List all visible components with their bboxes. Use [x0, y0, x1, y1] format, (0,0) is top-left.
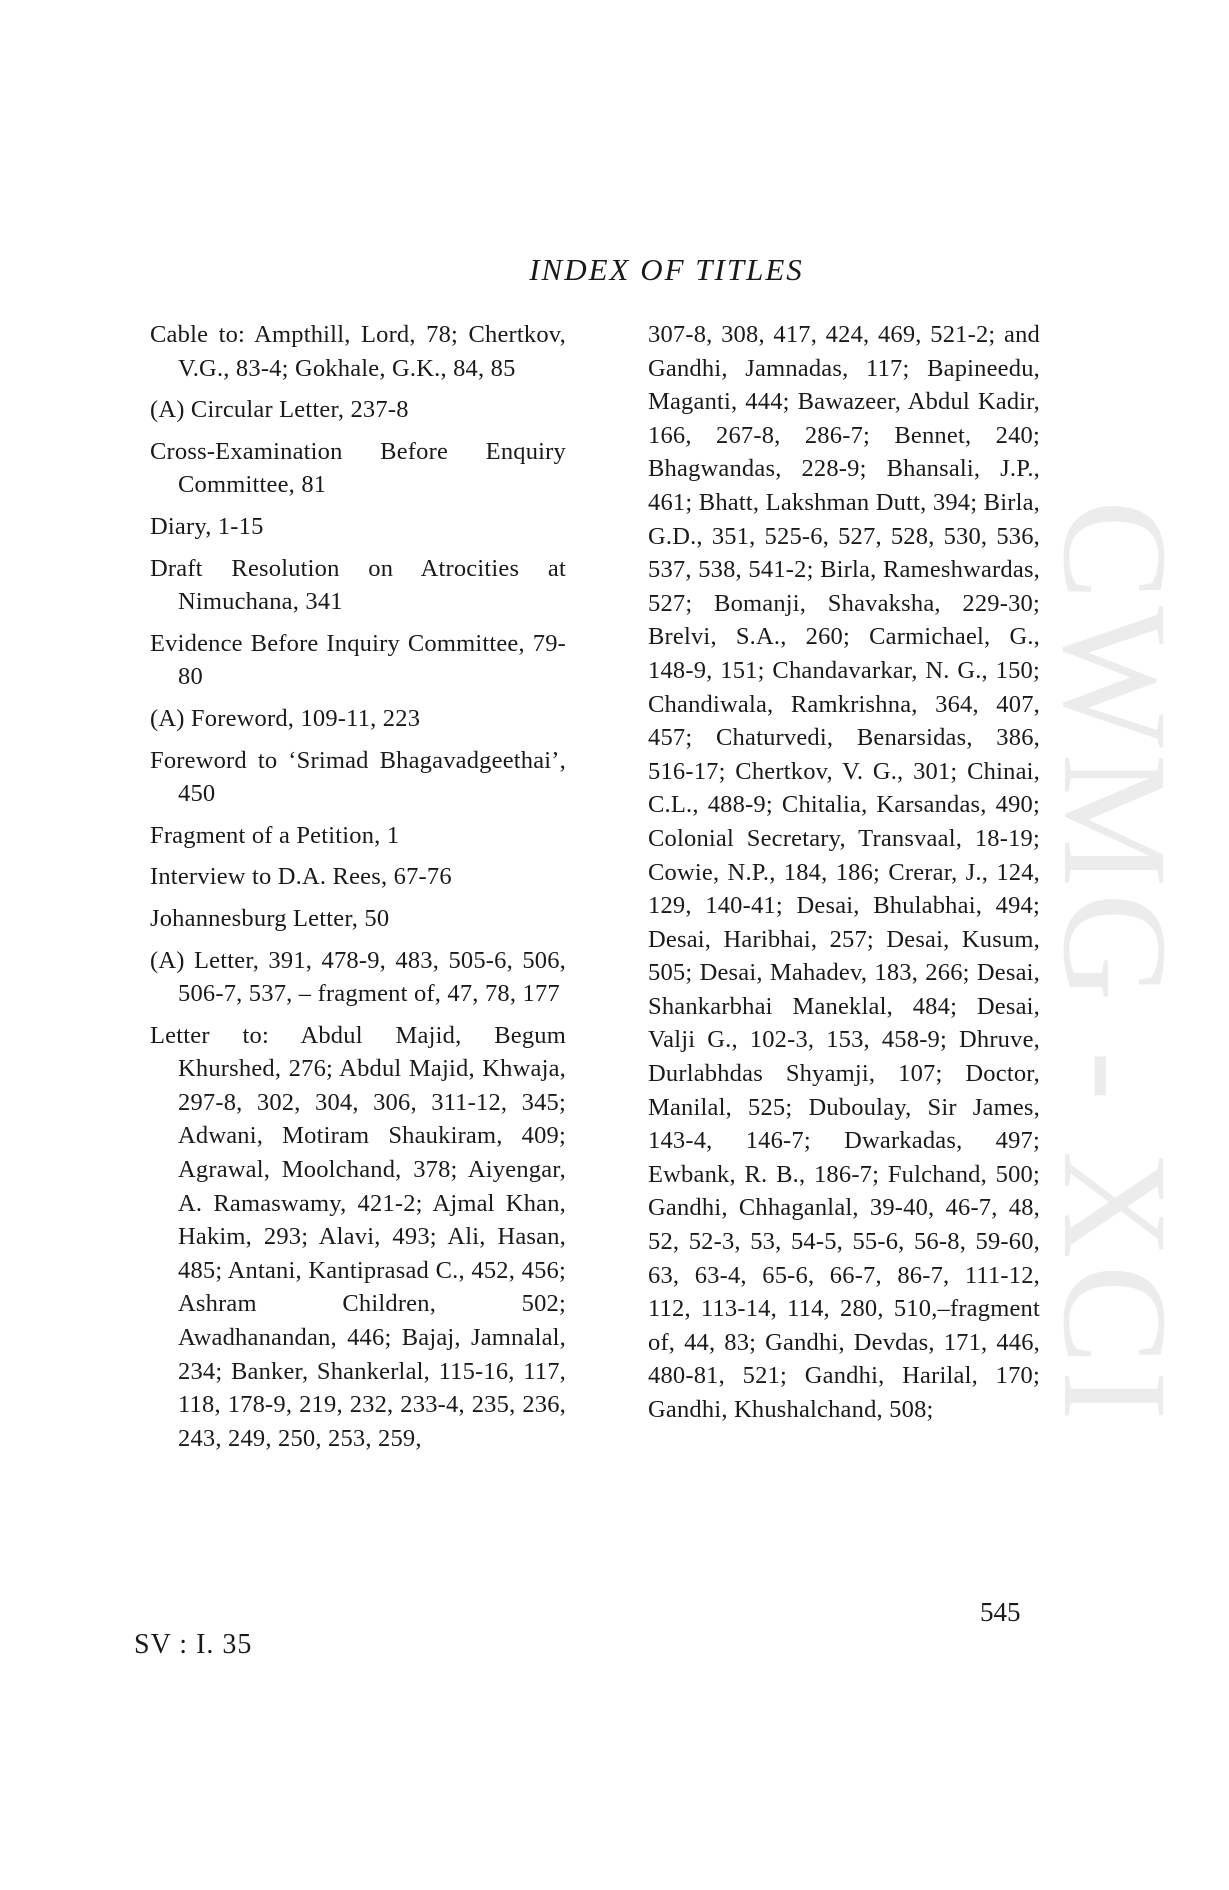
index-entry: Fragment of a Petition, 1	[150, 821, 400, 849]
watermark: CWMG - XCI	[1032, 500, 1198, 1427]
index-entry: Interview to D.A. Rees, 67-76	[150, 863, 452, 891]
index-entry: (A) Circular Letter, 237-8	[150, 396, 409, 424]
page-number: 545	[980, 1597, 1021, 1627]
index-entry: Cable to: Ampthill, Lord, 78; Chertkov, V.G., 83-4; Gokhale, G.K., 84, 85	[150, 321, 566, 382]
left-column	[150, 318, 566, 1463]
right-column	[648, 318, 1040, 1427]
index-entry: (A) Foreword, 109-11, 223	[150, 704, 421, 732]
index-entry-continuation: 307-8, 308, 417, 424, 469, 521-2; and Gandhi, Jamnadas, 117; Bapineedu, Maganti, 444; Bawazeer, Abdul Kadir, 166, 267-8, 286-7; Bennet, 240; Bhagwandas, 228-9; Bhansali, J.P., 461; Bhatt, Lakshman Dutt, 394; Birla, G.D., 351, 525-6, 527, 528, 530, 536, 537, 538, 541-2; Birla, Rameshwardas, 527; Bomanji, Shavaksha, 229-30; Brelvi, S.A., 260; Carmichael, G., 148-9, 151; Chandavarkar, N. G., 150; Chandiwala, Ramkrishna, 364, 407, 457; Chaturvedi, Benarsidas, 386, 516-17; Chertkov, V. G., 301; Chinai, C.L., 488-9; Chitalia, Karsandas, 490; Colonial Secretary, Transvaal, 18-19; Cowie, N.P., 184, 186; Crerar, J., 124, 129, 140-41; Desai, Bhulabhai, 494; Desai, Haribhai, 257; Desai, Kusum, 505; Desai, Mahadev, 183, 266; Desai, Shankarbhai Maneklal, 484; Desai, Valji G., 102-3, 153, 458-9; Dhruve, Durlabhdas Shyamji, 107; Doctor, Manilal, 525; Duboulay, Sir James, 143-4, 146-7; Dwarkadas, 497; Ewbank, R. B., 186-7; Fulchand, 500; Gandhi, Chhaganlal, 39-40, 46-7, 48, 52, 52-3, 53, 54-5, 55-6, 56-8, 59-60, 63, 63-4, 65-6, 66-7, 86-7, 111-12, 112, 113-14, 114, 280, 510,–fragment of, 44, 83; Gandhi, Devdas, 171, 446, 480-81, 521; Gandhi, Harilal, 170; Gandhi, Khushalchand, 508;	[648, 321, 1040, 1423]
index-entry: Diary, 1-15	[150, 512, 264, 540]
index-entry: Cross-Examination Before Enquiry Committee, 81	[150, 437, 566, 499]
index-entry: Foreword to ‘Srimad Bhagavadgeethai’, 450	[150, 746, 566, 808]
index-entry: Draft Resolution on Atrocities at Nimuchana, 341	[150, 554, 566, 616]
page-title: INDEX OF TITLES	[529, 252, 804, 287]
index-entry: (A) Letter, 391, 478-9, 483, 505-6, 506, 506-7, 537, – fragment of, 47, 78, 177	[150, 946, 566, 1008]
index-entry: Evidence Before Inquiry Committee, 79-80	[150, 629, 566, 691]
index-entry: Letter to: Abdul Majid, Begum Khurshed, 276; Abdul Majid, Khwaja, 297-8, 302, 304, 306, 311-12, 345; Adwani, Motiram Shaukiram, 409; Agrawal, Moolchand, 378; Aiyengar, A. Ramaswamy, 421-2; Ajmal Khan, Hakim, 293; Alavi, 493; Ali, Hasan, 485; Antani, Kantiprasad C., 452, 456; Ashram Children, 502; Awadhanandan, 446; Bajaj, Jamnalal, 234; Banker, Shankerlal, 115-16, 117, 118, 178-9, 219, 232, 233-4, 235, 236, 243, 249, 250, 253, 259,	[150, 1021, 566, 1452]
printer-signature: SV : I. 35	[134, 1629, 253, 1660]
index-entry: Johannesburg Letter, 50	[150, 904, 390, 932]
